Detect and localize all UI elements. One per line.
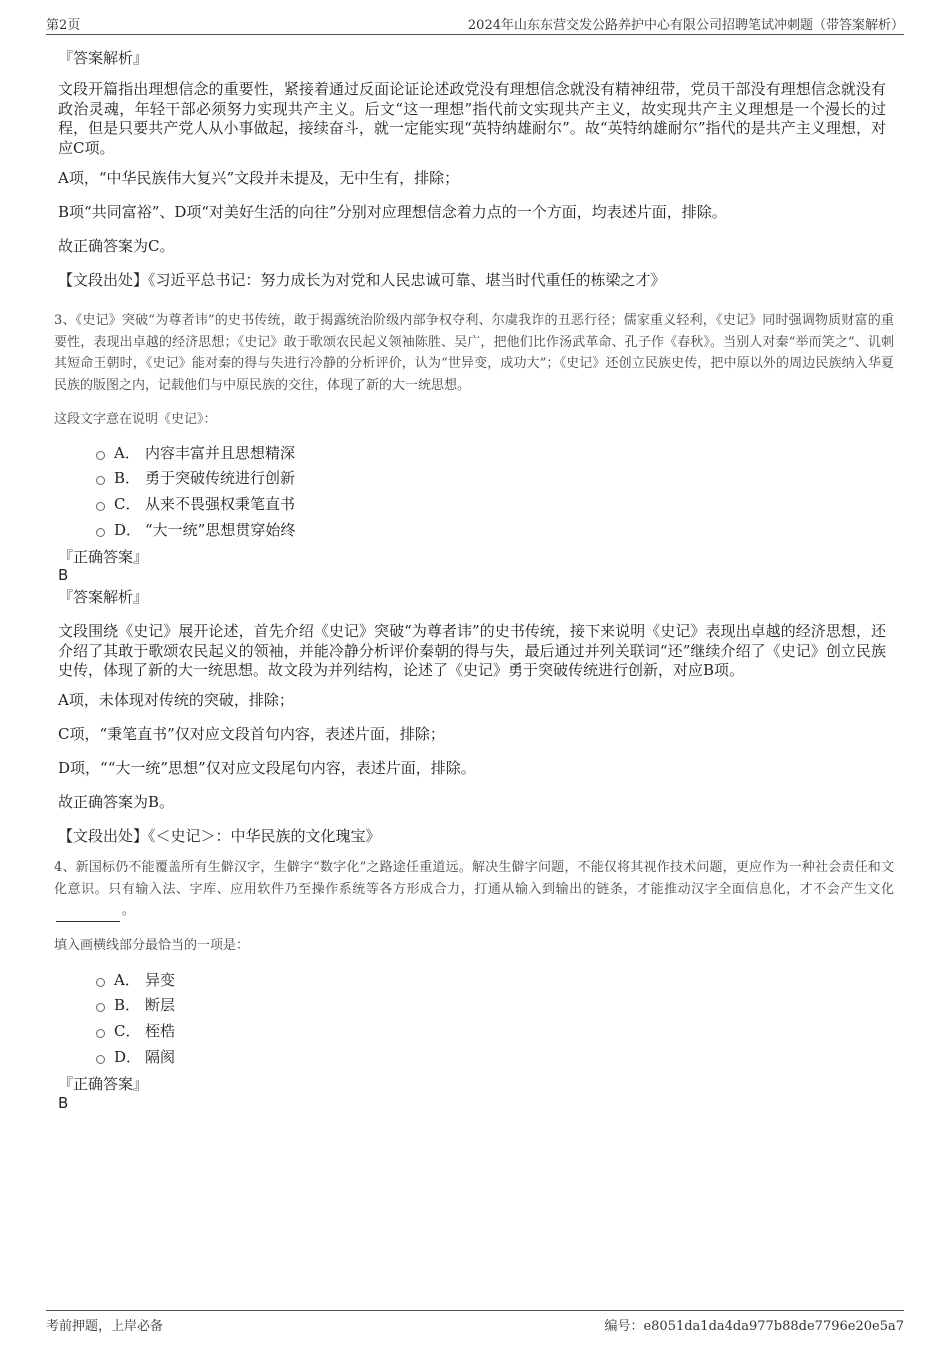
correct-answer: B [58,566,69,584]
conclusion: 故正确答案为C。 [58,237,175,255]
document-code: 编号：e8051da1da4da977b88de7796e20e5a7 [604,1319,904,1334]
radio-icon[interactable] [96,528,105,537]
analysis-option-c: C项，“秉笔直书”仅对应文段首句内容，表述片面，排除； [58,725,445,743]
question-3-text: 3、《史记》突破“为尊者讳”的史书传统，敢于揭露统治阶级内部争权夺利、尔虞我诈的丑恶行径；儒家重义轻利，《史记》同时强调物质财富的重要性，表现出卓越的经济思想；《史记》敢于歌颂农民起义领袖陈胜、吴广，把他们比作汤武革命、孔子作《春秋》。当别人对秦“举而笑之”、讥刺其短命王朝时，《史记》能对秦的得与失进行冷静的分析评价，认为“世异变，成功大”；《史记》还创立民族史传，把中原以外的周边民族纳入华夏民族的版图之内，记载他们与中原民族的交往，体现了新的大一统思想。 [54,313,894,393]
option-letter: C． [114,1021,141,1040]
source-citation: 【文段出处】《＜史记＞：中华民族的文化瑰宝》 [58,827,381,845]
radio-icon[interactable] [96,476,105,485]
option-letter: B． [114,995,141,1014]
option-text: 隔阂 [145,1047,176,1066]
document-title: 2024年山东东营交发公路养护中心有限公司招聘笔试冲刺题（带答案解析） [467,18,904,33]
analysis-body: 文段开篇指出理想信念的重要性，紧接着通过反面论证论述政党没有理想信念就没有精神纽带，党员干部没有理想信念就没有政治灵魂，年轻干部必须努力实现共产主义。后文“这一理想”指代前文实现共产主义，故实现共产主义理想是一个漫长的过程，但是只要共产党人从小事做起，接续奋斗，就一定能实现“英特纳雄耐尔”。故“英特纳雄耐尔”指代的是共产主义理想，对应C项。 [58,80,886,157]
question-3-option-a[interactable] [96,441,295,463]
answer-title: 『正确答案』 [58,548,149,566]
option-text: 断层 [145,995,176,1014]
option-text: 异变 [145,970,176,989]
question-4-option-c[interactable] [96,1019,175,1041]
analysis-option-a: A项，“中华民族伟大复兴”文段并未提及，无中生有，排除； [58,169,460,187]
question-3-option-d[interactable] [96,518,295,540]
option-text: 勇于突破传统进行创新 [145,468,296,487]
option-text: 桎梏 [145,1021,176,1040]
source-citation: 【文段出处】《习近平总书记：努力成长为对党和人民忠诚可靠、堪当时代重任的栋梁之才》 [58,271,666,289]
question-3-option-b[interactable] [96,466,295,488]
analysis-title: 『答案解析』 [58,49,149,67]
option-text: “大一统”思想贯穿始终 [145,520,296,539]
correct-answer: B [58,1094,69,1112]
question-3-prompt: 这段文字意在说明《史记》： [54,412,217,427]
question-4-end: 。 [122,903,136,918]
question-4-option-b[interactable] [96,993,175,1015]
question-4-prompt: 填入画横线部分最恰当的一项是： [54,938,250,953]
page-header [46,14,904,35]
analysis-option-d: D项，““大一统”思想”仅对应文段尾句内容，表述片面，排除。 [58,759,476,777]
analysis-body: 文段围绕《史记》展开论述，首先介绍《史记》突破“为尊者讳”的史书传统，接下来说明《史记》表现出卓越的经济思想，还介绍了其敢于歌颂农民起义的领袖，并能冷静分析评价秦朝的得与失，最后通过并列关联词“还”继续介绍了《史记》创立民族史传，体现了新的大一统思想。故文段为并列结构，论述了《史记》勇于突破传统进行创新，对应B项。 [58,622,886,679]
page-number: 第2页 [46,18,81,33]
page-footer [46,1310,904,1333]
option-text: 从来不畏强权秉笔直书 [145,494,296,513]
question-4-option-a[interactable] [96,968,175,990]
option-letter: D． [114,1047,142,1066]
analysis-title: 『答案解析』 [58,588,149,606]
answer-title: 『正确答案』 [58,1075,149,1093]
radio-icon[interactable] [96,451,105,460]
analysis-option-a: A项，未体现对传统的突破，排除； [58,691,294,709]
option-text: 内容丰富并且思想精深 [145,443,296,462]
fill-blank [56,908,120,922]
option-letter: C． [114,494,141,513]
analysis-option-bd: B项“共同富裕”、D项“对美好生活的向往”分别对应理想信念着力点的一个方面，均表述片面，排除。 [58,203,727,221]
option-letter: D． [114,520,142,539]
question-4-text [54,857,894,922]
question-4-body: 4、新国标仍不能覆盖所有生僻汉字，生僻字“数字化”之路途任重道远。解决生僻字问题，不能仅将其视作技术问题，更应作为一种社会责任和文化意识。只有输入法、字库、应用软件乃至操作系统等各方形成合力，打通从输入到输出的链条，才能推动汉字全面信息化，才不会产生文化 [54,860,894,897]
conclusion: 故正确答案为B。 [58,793,175,811]
option-letter: A． [114,443,140,462]
radio-icon[interactable] [96,1003,105,1012]
radio-icon[interactable] [96,502,105,511]
radio-icon[interactable] [96,978,105,987]
option-letter: A． [114,970,140,989]
radio-icon[interactable] [96,1029,105,1038]
question-4-option-d[interactable] [96,1045,175,1067]
footer-slogan: 考前押题，上岸必备 [46,1319,164,1334]
option-letter: B． [114,468,141,487]
radio-icon[interactable] [96,1055,105,1064]
question-3-option-c[interactable] [96,492,295,514]
